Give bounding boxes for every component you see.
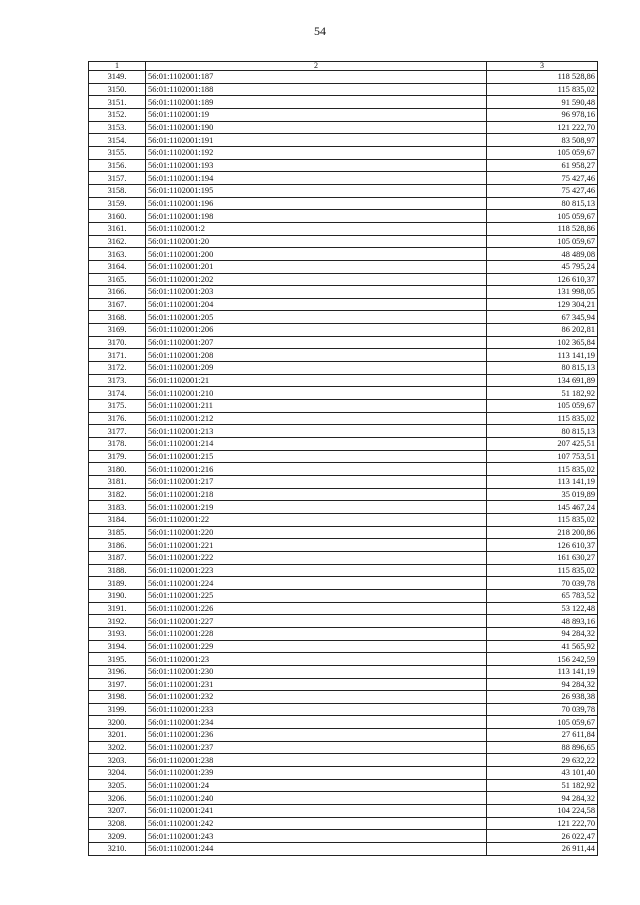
row-number: 3203. (89, 754, 146, 767)
row-number: 3166. (89, 286, 146, 299)
table-row (89, 425, 598, 438)
table-row (89, 843, 598, 856)
cadastral-value: 86 202,81 (487, 324, 598, 337)
row-number: 3152. (89, 108, 146, 121)
cadastral-number: 56:01:1102001:23 (146, 653, 487, 666)
cadastral-number: 56:01:1102001:192 (146, 146, 487, 159)
row-number: 3206. (89, 792, 146, 805)
row-number: 3205. (89, 779, 146, 792)
row-number: 3165. (89, 273, 146, 286)
table-row (89, 691, 598, 704)
cadastral-value: 80 815,13 (487, 362, 598, 375)
row-number: 3195. (89, 653, 146, 666)
cadastral-number: 56:01:1102001:187 (146, 71, 487, 84)
table-row (89, 172, 598, 185)
row-number: 3201. (89, 729, 146, 742)
cadastral-value: 102 365,84 (487, 336, 598, 349)
cadastral-value: 41 565,92 (487, 640, 598, 653)
table-row (89, 589, 598, 602)
cadastral-number: 56:01:1102001:242 (146, 817, 487, 830)
table-row (89, 374, 598, 387)
cadastral-value: 61 958,27 (487, 159, 598, 172)
cadastral-number: 56:01:1102001:200 (146, 248, 487, 261)
row-number: 3192. (89, 615, 146, 628)
cadastral-value: 94 284,32 (487, 792, 598, 805)
cadastral-value: 115 835,02 (487, 463, 598, 476)
row-number: 3162. (89, 235, 146, 248)
cadastral-value: 218 200,86 (487, 526, 598, 539)
table-row (89, 260, 598, 273)
cadastral-number: 56:01:1102001:220 (146, 526, 487, 539)
row-number: 3171. (89, 349, 146, 362)
row-number: 3197. (89, 678, 146, 691)
cadastral-number: 56:01:1102001:217 (146, 476, 487, 489)
row-number: 3182. (89, 488, 146, 501)
table-body (89, 71, 598, 856)
table-row (89, 640, 598, 653)
row-number: 3193. (89, 627, 146, 640)
cadastral-value: 75 427,46 (487, 172, 598, 185)
table-row (89, 678, 598, 691)
cadastral-number: 56:01:1102001:203 (146, 286, 487, 299)
table-row (89, 273, 598, 286)
cadastral-number: 56:01:1102001:240 (146, 792, 487, 805)
cadastral-value: 91 590,48 (487, 96, 598, 109)
cadastral-value: 43 101,40 (487, 767, 598, 780)
table-row (89, 349, 598, 362)
row-number: 3194. (89, 640, 146, 653)
cadastral-value: 94 284,32 (487, 627, 598, 640)
table-row (89, 438, 598, 451)
row-number: 3175. (89, 400, 146, 413)
cadastral-number: 56:01:1102001:188 (146, 83, 487, 96)
cadastral-value: 80 815,13 (487, 197, 598, 210)
cadastral-number: 56:01:1102001:210 (146, 387, 487, 400)
cadastral-value: 29 632,22 (487, 754, 598, 767)
row-number: 3191. (89, 602, 146, 615)
row-number: 3154. (89, 134, 146, 147)
table-row (89, 159, 598, 172)
cadastral-number: 56:01:1102001:22 (146, 513, 487, 526)
table-row (89, 792, 598, 805)
cadastral-value: 26 022,47 (487, 830, 598, 843)
cadastral-value: 35 019,89 (487, 488, 598, 501)
cadastral-number: 56:01:1102001:191 (146, 134, 487, 147)
row-number: 3169. (89, 324, 146, 337)
row-number: 3200. (89, 716, 146, 729)
cadastral-value: 131 998,05 (487, 286, 598, 299)
table-row (89, 729, 598, 742)
cadastral-number: 56:01:1102001:233 (146, 703, 487, 716)
cadastral-number: 56:01:1102001:237 (146, 741, 487, 754)
cadastral-value: 118 528,86 (487, 222, 598, 235)
cadastral-value: 105 059,67 (487, 716, 598, 729)
table-row (89, 146, 598, 159)
cadastral-value: 161 630,27 (487, 551, 598, 564)
cadastral-value: 121 222,70 (487, 817, 598, 830)
row-number: 3177. (89, 425, 146, 438)
cadastral-number: 56:01:1102001:239 (146, 767, 487, 780)
cadastral-number: 56:01:1102001:209 (146, 362, 487, 375)
row-number: 3161. (89, 222, 146, 235)
cadastral-number: 56:01:1102001:232 (146, 691, 487, 704)
cadastral-number: 56:01:1102001:241 (146, 805, 487, 818)
row-number: 3158. (89, 184, 146, 197)
cadastral-number: 56:01:1102001:2 (146, 222, 487, 235)
table-row (89, 539, 598, 552)
cadastral-value: 88 896,65 (487, 741, 598, 754)
cadastral-value: 53 122,48 (487, 602, 598, 615)
cadastral-number: 56:01:1102001:193 (146, 159, 487, 172)
table-header-row (89, 62, 598, 71)
cadastral-value: 113 141,19 (487, 476, 598, 489)
cadastral-value: 105 059,67 (487, 146, 598, 159)
cadastral-value: 115 835,02 (487, 564, 598, 577)
table-row (89, 779, 598, 792)
table-row (89, 134, 598, 147)
row-number: 3172. (89, 362, 146, 375)
cadastral-number: 56:01:1102001:230 (146, 665, 487, 678)
table-row (89, 324, 598, 337)
row-number: 3174. (89, 387, 146, 400)
cadastral-value: 105 059,67 (487, 400, 598, 413)
row-number: 3199. (89, 703, 146, 716)
page-number: 54 (314, 24, 326, 38)
row-number: 3204. (89, 767, 146, 780)
cadastral-number: 56:01:1102001:195 (146, 184, 487, 197)
column-header-number: 1 (89, 62, 146, 71)
table-row (89, 476, 598, 489)
table-row (89, 501, 598, 514)
row-number: 3159. (89, 197, 146, 210)
row-number: 3189. (89, 577, 146, 590)
cadastral-number: 56:01:1102001:218 (146, 488, 487, 501)
column-header-cadastral-number: 2 (146, 62, 487, 71)
cadastral-number: 56:01:1102001:211 (146, 400, 487, 413)
row-number: 3179. (89, 450, 146, 463)
table-row (89, 412, 598, 425)
cadastral-number: 56:01:1102001:223 (146, 564, 487, 577)
table-row (89, 184, 598, 197)
row-number: 3207. (89, 805, 146, 818)
cadastral-number: 56:01:1102001:231 (146, 678, 487, 691)
cadastral-number: 56:01:1102001:194 (146, 172, 487, 185)
cadastral-number: 56:01:1102001:225 (146, 589, 487, 602)
table-row (89, 222, 598, 235)
cadastral-number: 56:01:1102001:202 (146, 273, 487, 286)
cadastral-value: 126 610,37 (487, 539, 598, 552)
cadastral-number: 56:01:1102001:219 (146, 501, 487, 514)
cadastral-value: 207 425,51 (487, 438, 598, 451)
table-row (89, 83, 598, 96)
cadastral-value: 115 835,02 (487, 83, 598, 96)
table-row (89, 741, 598, 754)
table-row (89, 602, 598, 615)
table-row (89, 627, 598, 640)
table-row (89, 298, 598, 311)
cadastral-value: 83 508,97 (487, 134, 598, 147)
row-number: 3208. (89, 817, 146, 830)
cadastral-value: 45 795,24 (487, 260, 598, 273)
row-number: 3180. (89, 463, 146, 476)
cadastral-value: 104 224,58 (487, 805, 598, 818)
row-number: 3183. (89, 501, 146, 514)
table-row (89, 805, 598, 818)
row-number: 3157. (89, 172, 146, 185)
table-row (89, 488, 598, 501)
cadastral-number: 56:01:1102001:222 (146, 551, 487, 564)
cadastral-number: 56:01:1102001:190 (146, 121, 487, 134)
row-number: 3150. (89, 83, 146, 96)
table-row (89, 615, 598, 628)
cadastral-number: 56:01:1102001:196 (146, 197, 487, 210)
cadastral-value: 118 528,86 (487, 71, 598, 84)
row-number: 3170. (89, 336, 146, 349)
cadastral-number: 56:01:1102001:226 (146, 602, 487, 615)
cadastral-number: 56:01:1102001:234 (146, 716, 487, 729)
table-row (89, 210, 598, 223)
table-row (89, 830, 598, 843)
row-number: 3181. (89, 476, 146, 489)
table-row (89, 248, 598, 261)
cadastral-number: 56:01:1102001:201 (146, 260, 487, 273)
cadastral-value: 51 182,92 (487, 387, 598, 400)
row-number: 3167. (89, 298, 146, 311)
row-number: 3164. (89, 260, 146, 273)
table-row (89, 463, 598, 476)
cadastral-value: 27 611,84 (487, 729, 598, 742)
row-number: 3184. (89, 513, 146, 526)
cadastral-value: 96 978,16 (487, 108, 598, 121)
row-number: 3176. (89, 412, 146, 425)
table-row (89, 235, 598, 248)
row-number: 3198. (89, 691, 146, 704)
row-number: 3187. (89, 551, 146, 564)
cadastral-value: 94 284,32 (487, 678, 598, 691)
cadastral-value: 75 427,46 (487, 184, 598, 197)
table-row (89, 817, 598, 830)
cadastral-number: 56:01:1102001:21 (146, 374, 487, 387)
table-row (89, 703, 598, 716)
cadastral-number: 56:01:1102001:206 (146, 324, 487, 337)
table-row (89, 716, 598, 729)
cadastral-value: 115 835,02 (487, 513, 598, 526)
table-row (89, 513, 598, 526)
cadastral-number: 56:01:1102001:238 (146, 754, 487, 767)
table-row (89, 665, 598, 678)
cadastral-number: 56:01:1102001:24 (146, 779, 487, 792)
row-number: 3160. (89, 210, 146, 223)
row-number: 3190. (89, 589, 146, 602)
cadastral-number: 56:01:1102001:236 (146, 729, 487, 742)
cadastral-number: 56:01:1102001:228 (146, 627, 487, 640)
cadastral-number: 56:01:1102001:229 (146, 640, 487, 653)
cadastral-value: 48 893,16 (487, 615, 598, 628)
table-row (89, 767, 598, 780)
cadastral-number: 56:01:1102001:208 (146, 349, 487, 362)
table-row (89, 526, 598, 539)
cadastral-value: 51 182,92 (487, 779, 598, 792)
cadastral-value: 105 059,67 (487, 210, 598, 223)
table-row (89, 400, 598, 413)
table-row (89, 362, 598, 375)
row-number: 3149. (89, 71, 146, 84)
cadastral-value: 67 345,94 (487, 311, 598, 324)
table-row (89, 311, 598, 324)
cadastral-number: 56:01:1102001:215 (146, 450, 487, 463)
cadastral-value: 70 039,78 (487, 703, 598, 716)
row-number: 3155. (89, 146, 146, 159)
cadastral-number: 56:01:1102001:214 (146, 438, 487, 451)
column-header-value: 3 (487, 62, 598, 71)
row-number: 3196. (89, 665, 146, 678)
cadastral-value: 107 753,51 (487, 450, 598, 463)
cadastral-number: 56:01:1102001:244 (146, 843, 487, 856)
cadastral-number: 56:01:1102001:189 (146, 96, 487, 109)
table-row (89, 450, 598, 463)
table-row (89, 564, 598, 577)
cadastral-number: 56:01:1102001:227 (146, 615, 487, 628)
cadastral-value: 156 242,59 (487, 653, 598, 666)
cadastral-value: 145 467,24 (487, 501, 598, 514)
cadastral-value: 80 815,13 (487, 425, 598, 438)
table-row (89, 121, 598, 134)
cadastral-number: 56:01:1102001:207 (146, 336, 487, 349)
cadastral-value: 26 938,38 (487, 691, 598, 704)
cadastral-number: 56:01:1102001:221 (146, 539, 487, 552)
row-number: 3156. (89, 159, 146, 172)
cadastral-value-table (88, 61, 598, 856)
row-number: 3188. (89, 564, 146, 577)
cadastral-value: 48 489,08 (487, 248, 598, 261)
cadastral-number: 56:01:1102001:212 (146, 412, 487, 425)
cadastral-number: 56:01:1102001:216 (146, 463, 487, 476)
row-number: 3185. (89, 526, 146, 539)
cadastral-number: 56:01:1102001:205 (146, 311, 487, 324)
cadastral-number: 56:01:1102001:224 (146, 577, 487, 590)
cadastral-value: 113 141,19 (487, 349, 598, 362)
cadastral-value: 65 783,52 (487, 589, 598, 602)
row-number: 3168. (89, 311, 146, 324)
table-row (89, 754, 598, 767)
cadastral-value: 105 059,67 (487, 235, 598, 248)
cadastral-value: 134 691,89 (487, 374, 598, 387)
cadastral-value: 126 610,37 (487, 273, 598, 286)
table-row (89, 71, 598, 84)
row-number: 3173. (89, 374, 146, 387)
cadastral-value: 113 141,19 (487, 665, 598, 678)
cadastral-number: 56:01:1102001:20 (146, 235, 487, 248)
row-number: 3209. (89, 830, 146, 843)
table-row (89, 387, 598, 400)
cadastral-value: 129 304,21 (487, 298, 598, 311)
table-row (89, 286, 598, 299)
table-row (89, 108, 598, 121)
row-number: 3186. (89, 539, 146, 552)
cadastral-number: 56:01:1102001:204 (146, 298, 487, 311)
table-row (89, 197, 598, 210)
cadastral-value: 115 835,02 (487, 412, 598, 425)
row-number: 3151. (89, 96, 146, 109)
table-row (89, 336, 598, 349)
cadastral-number: 56:01:1102001:213 (146, 425, 487, 438)
cadastral-value: 121 222,70 (487, 121, 598, 134)
table-row (89, 551, 598, 564)
cadastral-value: 70 039,78 (487, 577, 598, 590)
row-number: 3210. (89, 843, 146, 856)
row-number: 3153. (89, 121, 146, 134)
row-number: 3202. (89, 741, 146, 754)
cadastral-number: 56:01:1102001:243 (146, 830, 487, 843)
row-number: 3178. (89, 438, 146, 451)
cadastral-number: 56:01:1102001:19 (146, 108, 487, 121)
row-number: 3163. (89, 248, 146, 261)
table-row (89, 96, 598, 109)
cadastral-value: 26 911,44 (487, 843, 598, 856)
table-row (89, 653, 598, 666)
cadastral-number: 56:01:1102001:198 (146, 210, 487, 223)
table-row (89, 577, 598, 590)
